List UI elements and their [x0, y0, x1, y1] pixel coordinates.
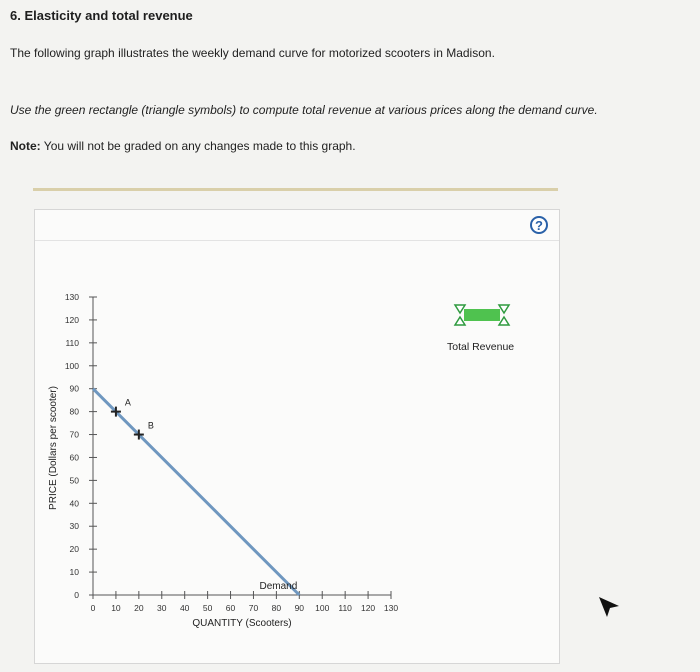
note-text: [10, 139, 356, 153]
x-tick-label: 110: [338, 603, 352, 613]
x-tick-label: 130: [383, 603, 399, 613]
total-revenue-legend-label: Total Revenue: [447, 341, 515, 353]
y-tick-label: 10: [69, 567, 79, 578]
x-tick-label: 20: [134, 603, 144, 613]
x-tick-label: 50: [202, 603, 213, 613]
x-tick-label: 10: [111, 603, 121, 613]
point-label-a: A: [124, 397, 131, 408]
x-tick-label: 90: [294, 603, 305, 613]
x-tick-label: 120: [360, 603, 376, 613]
question-title: 6. Elasticity and total revenue: [10, 8, 193, 23]
y-tick-label: 40: [69, 498, 79, 509]
y-tick-label: 110: [65, 337, 79, 348]
note-body: You will not be graded on any changes made to this graph.: [40, 139, 356, 153]
graph-panel: [34, 209, 560, 664]
y-tick-label: 20: [69, 544, 79, 555]
demand-curve-label: Demand: [259, 581, 298, 592]
y-tick-label: 70: [69, 429, 79, 440]
y-axis-label: PRICE (Dollars per scooter): [48, 386, 59, 510]
y-tick-label: 130: [64, 292, 79, 302]
x-tick-label: 0: [90, 603, 96, 613]
help-button[interactable]: ?: [530, 216, 548, 234]
instruction-text: Use the green rectangle (triangle symbols) to compute total revenue at various prices along the demand curve.: [10, 103, 598, 117]
x-tick-label: 40: [179, 603, 190, 613]
x-tick-label: 60: [225, 603, 236, 613]
x-tick-label: 100: [315, 603, 330, 613]
y-tick-label: 80: [69, 406, 79, 417]
x-tick-label: 80: [271, 603, 282, 613]
y-tick-label: 30: [69, 521, 79, 532]
y-tick-label: 90: [69, 383, 79, 394]
cursor-arrow-icon: [596, 594, 622, 620]
intro-text: The following graph illustrates the weekly demand curve for motorized scooters in Madison.: [10, 46, 495, 60]
y-tick-label: 0: [74, 590, 79, 600]
graph-panel-header: [35, 210, 559, 241]
section-divider: [33, 188, 558, 191]
x-axis-label: QUANTITY (Scooters): [192, 618, 292, 629]
y-tick-label: 100: [64, 360, 79, 371]
x-tick-label: 30: [157, 603, 167, 613]
point-label-b: B: [147, 420, 154, 431]
y-tick-label: 60: [69, 452, 79, 463]
note-label: Note:: [10, 139, 41, 153]
x-tick-label: 70: [248, 603, 259, 613]
y-tick-label: 120: [64, 314, 79, 325]
y-tick-label: 50: [69, 475, 79, 486]
